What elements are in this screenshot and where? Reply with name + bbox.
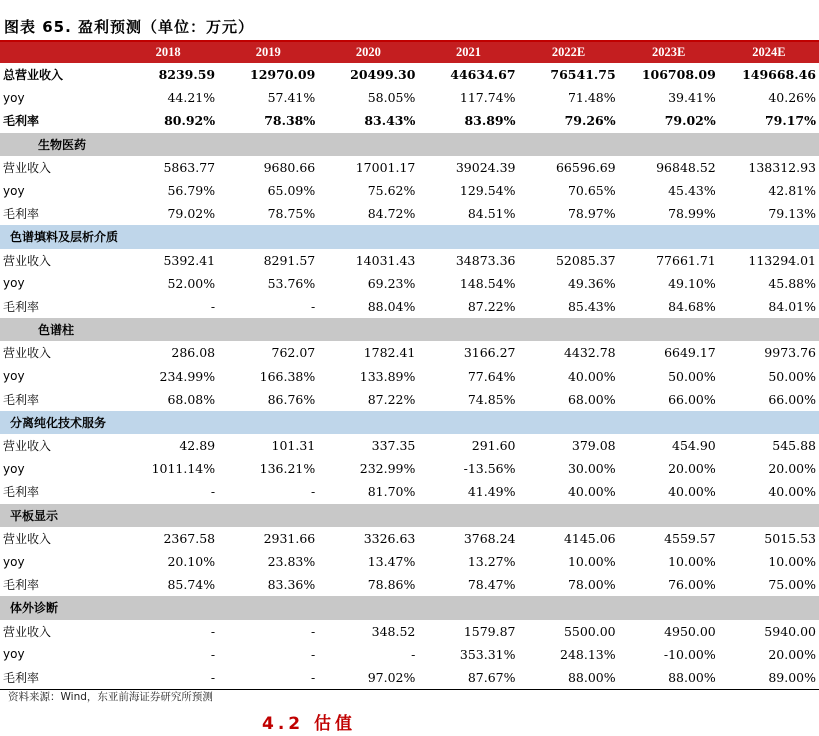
value-cell: 87.22% <box>467 298 516 314</box>
header-cell <box>0 42 118 63</box>
value-cell: 84.51% <box>467 206 516 222</box>
value-cell: 10.00% <box>768 554 816 570</box>
value-cell: 12970.09 <box>250 67 316 83</box>
table-row <box>0 202 819 225</box>
value-cell: 9973.76 <box>764 345 816 361</box>
value-cell: 71.48% <box>567 90 616 106</box>
figure-title: 图表 65. 盈利预测（单位：万元） <box>4 18 255 36</box>
value-cell: 9680.66 <box>263 159 316 175</box>
value-cell: 79.26% <box>564 113 616 129</box>
table-row <box>0 457 819 480</box>
row-label: yoy <box>3 90 25 105</box>
section-title: 色谱填料及层析介质 <box>0 225 819 248</box>
value-cell: 78.00% <box>567 577 616 593</box>
table-row <box>0 179 819 202</box>
table-row <box>0 364 819 387</box>
value-cell: - <box>218 666 318 690</box>
value-cell: 56.79% <box>167 183 216 199</box>
value-cell: 17001.17 <box>355 159 416 175</box>
value-cell: 1011.14% <box>151 461 216 477</box>
value-cell: - <box>210 623 216 639</box>
value-cell: 87.22% <box>367 391 416 407</box>
value-cell: 75.62% <box>367 183 416 199</box>
section-title: 色谱柱 <box>0 318 819 341</box>
value-cell: 78.86% <box>367 577 416 593</box>
table-row <box>0 272 819 295</box>
value-cell: 291.60 <box>471 438 516 454</box>
value-cell: - <box>210 298 216 314</box>
value-cell: 117.74% <box>459 90 516 106</box>
value-cell: 83.89% <box>464 113 516 129</box>
value-cell: 454.90 <box>672 438 716 454</box>
value-cell: 40.00% <box>668 484 716 500</box>
value-cell: 41.49% <box>467 484 516 500</box>
value-cell: 68.00% <box>567 391 616 407</box>
value-cell: 10.00% <box>668 554 716 570</box>
value-cell: 2367.58 <box>163 530 216 546</box>
section-title: 体外诊断 <box>0 596 819 619</box>
value-cell: 85.43% <box>567 298 616 314</box>
value-cell: 101.31 <box>271 438 316 454</box>
next-section-heading: 4.2 估值 <box>262 714 357 734</box>
value-cell: 5500.00 <box>563 623 616 639</box>
value-cell: 10.00% <box>567 554 616 570</box>
value-cell: 83.36% <box>267 577 316 593</box>
row-label: 毛利率 <box>3 299 40 314</box>
value-cell: 348.52 <box>371 623 416 639</box>
value-cell: - <box>311 646 316 662</box>
value-cell: 379.08 <box>571 438 616 454</box>
value-cell: 81.70% <box>367 484 416 500</box>
value-cell: 74.85% <box>467 391 516 407</box>
row-label: 营业收入 <box>3 160 52 175</box>
value-cell: 49.36% <box>567 275 616 291</box>
value-cell: 42.89 <box>179 438 216 454</box>
value-cell: 286.08 <box>171 345 216 361</box>
value-cell: 136.21% <box>259 461 316 477</box>
table-row <box>0 666 819 690</box>
row-label: 总营业收入 <box>3 68 64 83</box>
value-cell: 3166.27 <box>463 345 516 361</box>
value-cell: 40.00% <box>768 484 816 500</box>
table-row <box>0 550 819 573</box>
row-label: 毛利率 <box>3 114 40 129</box>
value-cell: 79.02% <box>664 113 716 129</box>
value-cell: 87.67% <box>418 666 518 690</box>
value-cell: 44.21% <box>167 90 216 106</box>
table-row <box>0 480 819 503</box>
table-row <box>0 295 819 318</box>
header-cell: 2021 <box>418 42 518 63</box>
value-cell: 232.99% <box>359 461 416 477</box>
value-cell: 84.68% <box>668 298 716 314</box>
value-cell: 58.05% <box>367 90 416 106</box>
value-cell: 78.75% <box>267 206 316 222</box>
table-row <box>0 620 819 643</box>
value-cell: - <box>210 484 216 500</box>
value-cell: 4950.00 <box>664 623 716 639</box>
value-cell: 106708.09 <box>641 67 716 83</box>
section-title: 分离纯化技术服务 <box>0 411 819 434</box>
value-cell: 5940.00 <box>764 623 816 639</box>
value-cell: 3768.24 <box>463 530 516 546</box>
row-label: 营业收入 <box>3 346 52 361</box>
value-cell: 248.13% <box>560 646 616 662</box>
value-cell: 20.10% <box>167 554 216 570</box>
value-cell: 84.01% <box>768 298 816 314</box>
row-label: 毛利率 <box>3 578 40 593</box>
row-label: yoy <box>3 276 25 291</box>
value-cell: 20.00% <box>768 646 816 662</box>
value-cell: 44634.67 <box>450 67 516 83</box>
row-label: yoy <box>3 647 25 662</box>
value-cell: 79.02% <box>167 206 216 222</box>
value-cell: 2931.66 <box>263 530 316 546</box>
value-cell: 45.88% <box>768 275 816 291</box>
value-cell: 76541.75 <box>550 67 616 83</box>
header-cell: 2023E <box>619 42 719 63</box>
value-cell: 30.00% <box>567 461 616 477</box>
section-header-row <box>0 318 819 341</box>
header-cell: 2019 <box>218 42 318 63</box>
value-cell: 40.26% <box>768 90 816 106</box>
value-cell: 79.13% <box>768 206 816 222</box>
value-cell: 88.04% <box>367 298 416 314</box>
value-cell: 14031.43 <box>355 252 416 268</box>
value-cell: 1579.87 <box>463 623 516 639</box>
value-cell: 138312.93 <box>748 159 816 175</box>
row-label: 营业收入 <box>3 439 52 454</box>
value-cell: 83.43% <box>364 113 416 129</box>
value-cell: 50.00% <box>768 368 816 384</box>
row-label: 毛利率 <box>3 485 40 500</box>
value-cell: 66.00% <box>768 391 816 407</box>
value-cell: 57.41% <box>267 90 316 106</box>
value-cell: 13.47% <box>367 554 416 570</box>
table-row <box>0 109 819 132</box>
value-cell: 8291.57 <box>263 252 316 268</box>
header-cell: 2018 <box>118 42 218 63</box>
value-cell: 88.00% <box>619 666 719 690</box>
value-cell: -10.00% <box>663 646 716 662</box>
row-label: 毛利率 <box>3 392 40 407</box>
value-cell: 5015.53 <box>764 530 816 546</box>
header-cell: 2020 <box>318 42 418 63</box>
value-cell: 20.00% <box>768 461 816 477</box>
section-title: 平板显示 <box>0 504 819 527</box>
profit-forecast-table <box>0 42 819 690</box>
row-label: 毛利率 <box>0 666 118 690</box>
value-cell: 4559.57 <box>664 530 716 546</box>
table-row <box>0 249 819 272</box>
table-row <box>0 573 819 596</box>
section-header-row <box>0 411 819 434</box>
value-cell: 148.54% <box>459 275 516 291</box>
row-label: yoy <box>3 369 25 384</box>
section-header-row <box>0 504 819 527</box>
value-cell: 89.00% <box>719 666 819 690</box>
value-cell: 78.97% <box>567 206 616 222</box>
value-cell: - <box>210 646 216 662</box>
value-cell: 66.00% <box>668 391 716 407</box>
value-cell: 76.00% <box>668 577 716 593</box>
value-cell: - <box>311 298 316 314</box>
value-cell: 337.35 <box>371 438 416 454</box>
value-cell: 77661.71 <box>656 252 716 268</box>
value-cell: 52085.37 <box>555 252 616 268</box>
row-label: 营业收入 <box>3 531 52 546</box>
value-cell: 49.10% <box>668 275 716 291</box>
value-cell: 78.47% <box>467 577 516 593</box>
value-cell: 79.17% <box>764 113 816 129</box>
value-cell: 353.31% <box>459 646 516 662</box>
value-cell: 5863.77 <box>163 159 216 175</box>
value-cell: 86.76% <box>267 391 316 407</box>
table-row <box>0 434 819 457</box>
value-cell: 6649.17 <box>664 345 716 361</box>
value-cell: 42.81% <box>768 183 816 199</box>
value-cell: 85.74% <box>167 577 216 593</box>
value-cell: 78.99% <box>668 206 716 222</box>
value-cell: - <box>311 484 316 500</box>
row-label: 毛利率 <box>3 207 40 222</box>
value-cell: 1782.41 <box>363 345 416 361</box>
table-row <box>0 388 819 411</box>
value-cell: 40.00% <box>567 368 616 384</box>
value-cell: 53.76% <box>267 275 316 291</box>
value-cell: 97.02% <box>318 666 418 690</box>
value-cell: 78.38% <box>264 113 316 129</box>
value-cell: 3326.63 <box>363 530 416 546</box>
value-cell: 65.09% <box>267 183 316 199</box>
source-note: 资料来源：Wind，东亚前海证券研究所预测 <box>8 691 213 703</box>
value-cell: 66596.69 <box>555 159 616 175</box>
value-cell: - <box>311 623 316 639</box>
value-cell: 39024.39 <box>455 159 516 175</box>
header-row <box>0 42 819 63</box>
row-label: 营业收入 <box>3 624 52 639</box>
value-cell: 133.89% <box>359 368 416 384</box>
value-cell: 39.41% <box>668 90 716 106</box>
value-cell: 80.92% <box>164 113 216 129</box>
header-cell: 2022E <box>519 42 619 63</box>
table-body <box>0 63 819 690</box>
table-row <box>0 341 819 364</box>
value-cell: 234.99% <box>159 368 216 384</box>
value-cell: 762.07 <box>271 345 316 361</box>
value-cell: 77.64% <box>467 368 516 384</box>
value-cell: 45.43% <box>668 183 716 199</box>
value-cell: 96848.52 <box>656 159 716 175</box>
row-label: yoy <box>3 554 25 569</box>
value-cell: 70.65% <box>567 183 616 199</box>
value-cell: 5392.41 <box>163 252 216 268</box>
row-label: yoy <box>3 461 25 476</box>
row-label: 营业收入 <box>3 253 52 268</box>
section-header-row <box>0 596 819 619</box>
value-cell: 68.08% <box>167 391 216 407</box>
section-header-row <box>0 133 819 156</box>
value-cell: 50.00% <box>668 368 716 384</box>
value-cell: 75.00% <box>768 577 816 593</box>
value-cell: 23.83% <box>267 554 316 570</box>
section-title: 生物医药 <box>0 133 819 156</box>
table-row <box>0 527 819 550</box>
value-cell: 20499.30 <box>350 67 416 83</box>
table-row <box>0 86 819 109</box>
value-cell: 166.38% <box>259 368 316 384</box>
value-cell: 52.00% <box>167 275 216 291</box>
value-cell: 69.23% <box>367 275 416 291</box>
row-label: yoy <box>3 183 25 198</box>
value-cell: 149668.46 <box>742 67 816 83</box>
value-cell: 129.54% <box>459 183 516 199</box>
section-header-row <box>0 225 819 248</box>
value-cell: 88.00% <box>519 666 619 690</box>
value-cell: 545.88 <box>772 438 816 454</box>
value-cell: -13.56% <box>463 461 516 477</box>
table-row <box>0 156 819 179</box>
value-cell: 40.00% <box>567 484 616 500</box>
header-cell: 2024E <box>719 42 819 63</box>
value-cell: - <box>411 646 416 662</box>
table-row <box>0 63 819 86</box>
value-cell: 13.27% <box>467 554 516 570</box>
value-cell: - <box>118 666 218 690</box>
value-cell: 84.72% <box>367 206 416 222</box>
value-cell: 4145.06 <box>563 530 616 546</box>
table-row <box>0 643 819 666</box>
value-cell: 113294.01 <box>748 252 816 268</box>
value-cell: 20.00% <box>668 461 716 477</box>
value-cell: 8239.59 <box>158 67 216 83</box>
value-cell: 4432.78 <box>563 345 616 361</box>
value-cell: 34873.36 <box>455 252 516 268</box>
